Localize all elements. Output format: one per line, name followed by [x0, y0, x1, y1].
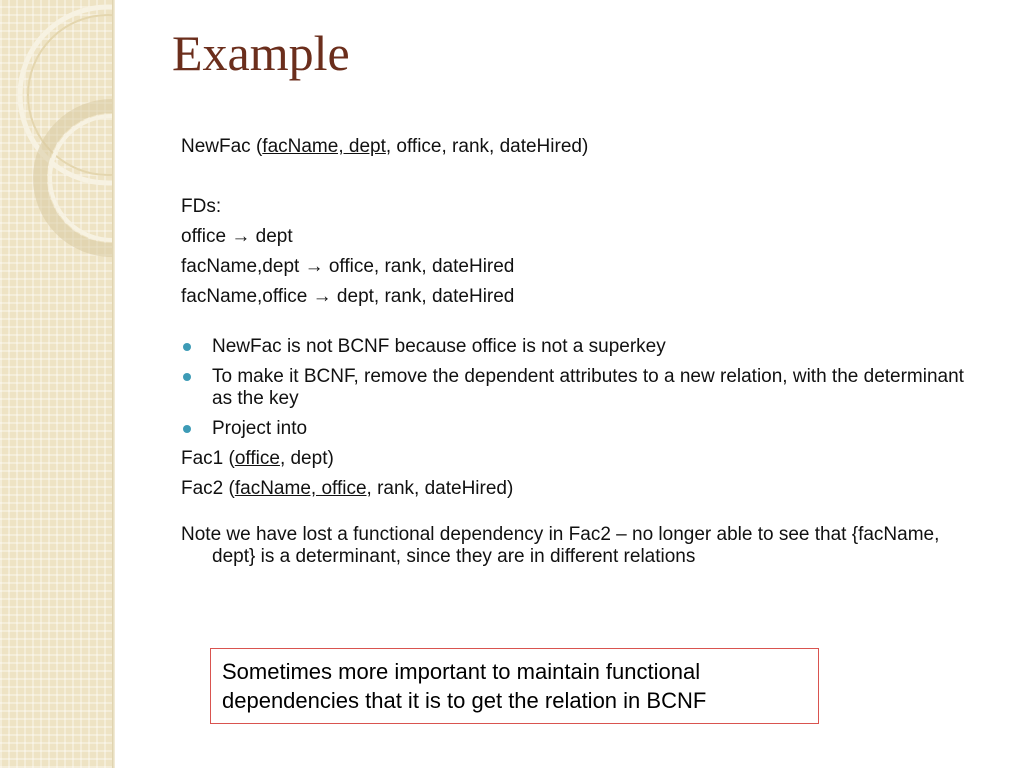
- fac2-rest: , rank, dateHired): [366, 478, 514, 499]
- slide-body: [181, 132, 971, 568]
- fac1-rest: , dept): [279, 448, 334, 469]
- schema-prefix: NewFac (: [181, 136, 263, 157]
- fd-line: facName,dept → office, rank, dateHired: [181, 256, 515, 277]
- callout-box: Sometimes more important to maintain functional dependencies that it is to get the relation in BCNF: [210, 648, 819, 724]
- schema-key: facName, dept: [262, 136, 386, 157]
- decorative-circles: [0, 0, 112, 768]
- bullet-dot-icon: [183, 425, 191, 433]
- fac2-line: [181, 474, 971, 504]
- note-text: Note we have lost a functional dependency in Fac2 – no longer able to see that {facName, dept} is a determinant, since they are in different relations: [181, 524, 940, 567]
- decorative-side-strip: [0, 0, 112, 768]
- bullet-text: NewFac is not BCNF because office is not a superkey: [212, 336, 666, 357]
- fd-line: office → dept: [181, 226, 293, 247]
- fac1-prefix: Fac1 (: [181, 448, 235, 469]
- bullet-text: Project into: [212, 418, 308, 439]
- schema-line: [181, 132, 971, 162]
- schema-rest: , office, rank, dateHired): [385, 136, 589, 157]
- bullet-item: [181, 418, 971, 440]
- strip-edge: [112, 0, 115, 768]
- bullet-item: [181, 366, 971, 410]
- slide-title: Example: [172, 25, 350, 81]
- fac1-line: [181, 444, 971, 474]
- bullet-dot-icon: [183, 343, 191, 351]
- fac2-key: facName, office: [234, 478, 367, 499]
- bullet-dot-icon: [183, 373, 191, 381]
- fac2-prefix: Fac2 (: [181, 478, 235, 499]
- fac1-key: office: [234, 448, 280, 469]
- bullet-text: To make it BCNF, remove the dependent attributes to a new relation, with the determinant as the key: [212, 366, 964, 409]
- bullet-item: [181, 336, 971, 358]
- fds-label: FDs:: [181, 196, 222, 217]
- fd-line: facName,office → dept, rank, dateHired: [181, 286, 515, 307]
